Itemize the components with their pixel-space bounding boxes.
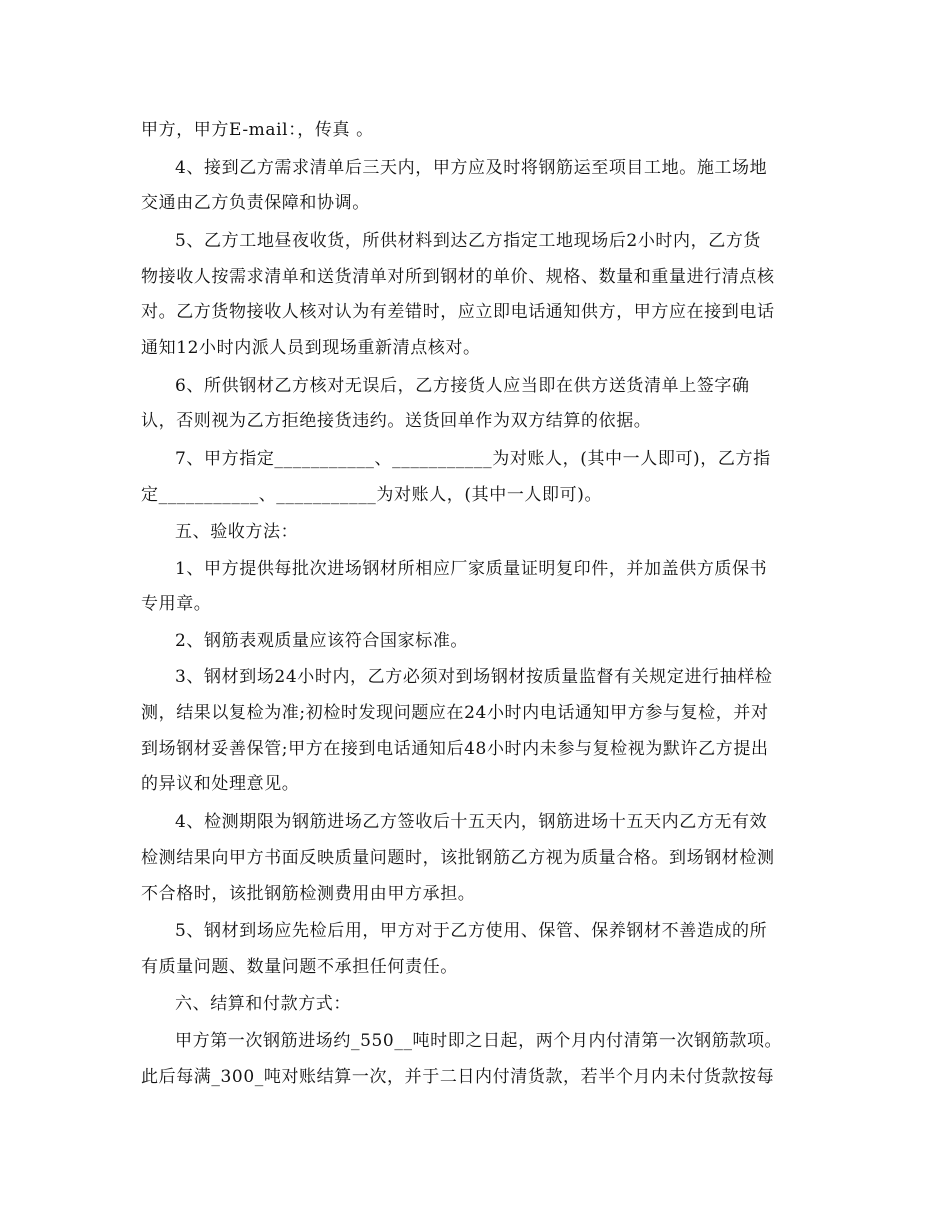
text-line: 6、所供钢材乙方核对无误后，乙方接货人应当即在供方送货清单上签字确 [175, 376, 750, 396]
text-line: 甲方，甲方E-mail：，传真 。 [141, 120, 374, 140]
text-line: 到场钢材妥善保管;甲方在接到电话通知后48小时内未参与复检视为默许乙方提出 [141, 739, 769, 759]
text-line: 3、钢材到场24小时内，乙方必须对到场钢材按质量监督有关规定进行抽样检 [175, 667, 773, 687]
text-line: 4、检测期限为钢筋进场乙方签收后十五天内，钢筋进场十五天内乙方无有效 [175, 812, 768, 832]
text-line: 1、甲方提供每批次进场钢材所相应厂家质量证明复印件，并加盖供方质保书 [175, 559, 768, 579]
text-line: 4、接到乙方需求清单后三天内，甲方应及时将钢筋运至项目工地。施工场地 [175, 158, 768, 178]
text-line: 物接收人按需求清单和送货清单对所到钢材的单价、规格、数量和重量进行清点核 [141, 267, 775, 287]
text-line: 不合格时，该批钢筋检测费用由甲方承担。 [141, 884, 476, 904]
text-line: 专用章。 [141, 594, 212, 614]
text-line: 对。乙方货物接收人核对认为有差错时，应立即电话通知供方，甲方应在接到电话 [141, 302, 775, 322]
text-line: 甲方第一次钢筋进场约_550__吨时即之日起，两个月内付清第一次钢筋款项。 [175, 1031, 783, 1051]
text-line: 定___________、___________为对账人，(其中一人即可)。 [141, 485, 603, 505]
text-line: 7、甲方指定___________、___________为对账人，(其中一人即可)，乙方指 [175, 449, 771, 469]
text-line: 交通由乙方负责保障和协调。 [141, 193, 370, 213]
text-line: 认，否则视为乙方拒绝接货违约。送货回单作为双方结算的依据。 [141, 411, 652, 431]
text-line: 有质量问题、数量问题不承担任何责任。 [141, 957, 458, 977]
text-line: 此后每满_300_吨对账结算一次，并于二日内付清货款，若半个月内未付货款按每 [141, 1067, 775, 1087]
text-line: 通知12小时内派人员到现场重新清点核对。 [141, 338, 481, 358]
text-line: 测，结果以复检为准;初检时发现问题应在24小时内电话通知甲方参与复检，并对 [141, 703, 769, 723]
text-line: 5、乙方工地昼夜收货，所供材料到达乙方指定工地现场后2小时内，乙方货 [175, 231, 762, 251]
section-heading: 五、验收方法： [175, 522, 299, 542]
text-line: 2、钢筋表观质量应该符合国家标准。 [175, 631, 469, 651]
text-line: 5、钢材到场应先检后用，甲方对于乙方使用、保管、保养钢材不善造成的所 [175, 921, 768, 941]
text-line: 的异议和处理意见。 [141, 774, 300, 794]
section-heading: 六、结算和付款方式： [175, 994, 351, 1014]
text-line: 检测结果向甲方书面反映质量问题时，该批钢筋乙方视为质量合格。到场钢材检测 [141, 848, 775, 868]
